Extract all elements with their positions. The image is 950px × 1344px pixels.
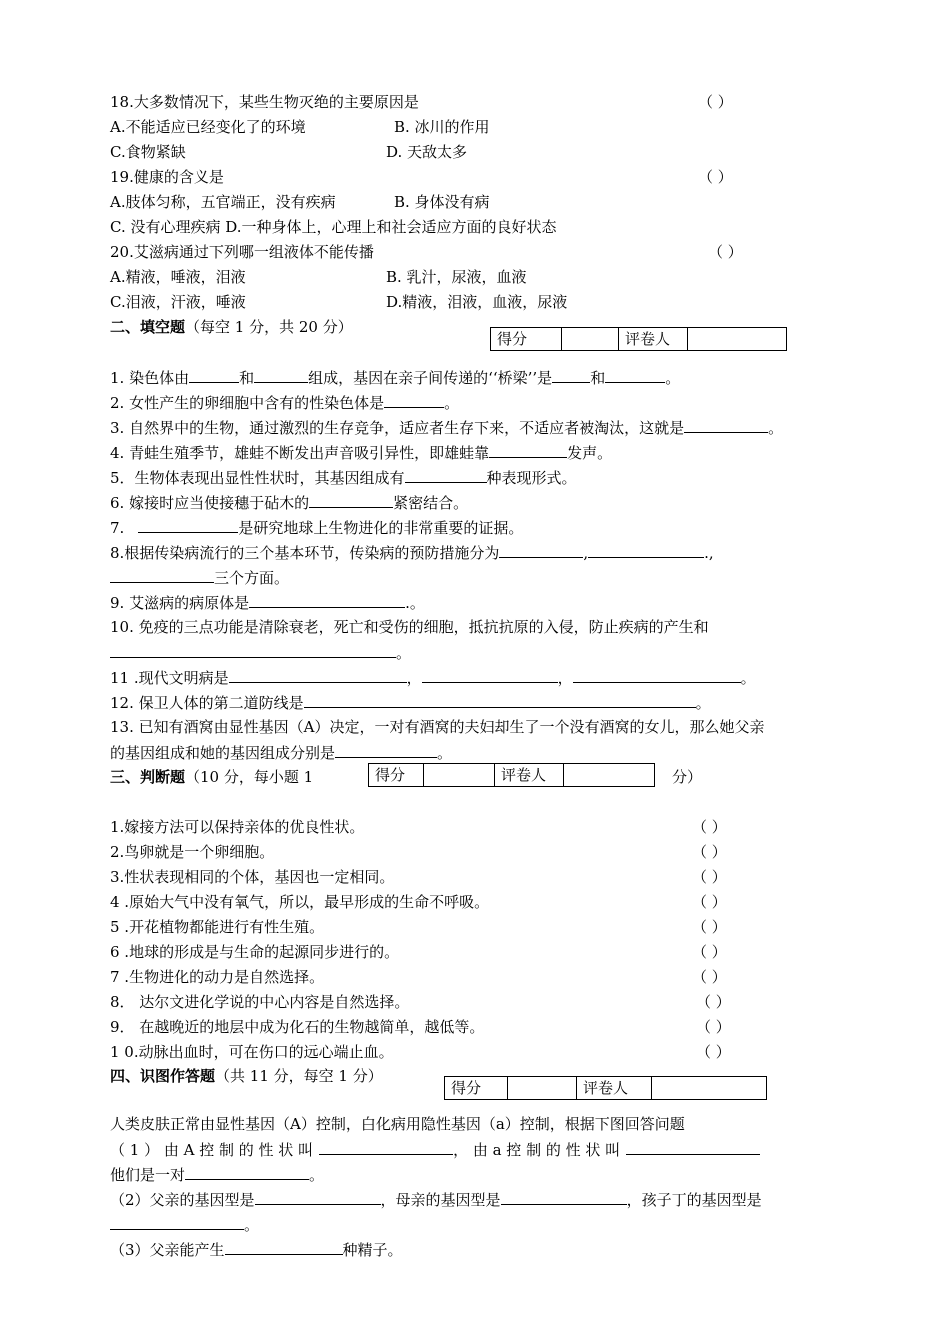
fill-section-title: 二、填空题 — [110, 318, 186, 336]
blank[interactable] — [304, 692, 696, 708]
q19-option-b: B. 身体没有病 — [394, 193, 490, 211]
question-text: ，孩子丁的基因型是 — [626, 1191, 762, 1209]
question-text: 的基因组成和她的基因组成分别是 — [110, 744, 336, 762]
fill-q7 — [110, 517, 523, 538]
fill-q6 — [110, 492, 468, 513]
draw-section-title: 四、识图作答题 — [110, 1067, 216, 1085]
fill-q3 — [110, 417, 783, 438]
blank[interactable] — [552, 367, 590, 383]
judge-section-title: 三、判断题 — [110, 768, 186, 786]
blank[interactable] — [335, 742, 437, 758]
question-text: 组成，基因在亲子间传递的‘‘桥梁’’是 — [308, 369, 553, 387]
question-text: （2）父亲的基因型是 — [110, 1191, 255, 1209]
blank[interactable] — [626, 1139, 760, 1155]
judge-item: 7 .生物进化的动力是自然选择。 — [110, 968, 325, 986]
blank[interactable] — [189, 367, 239, 383]
question-text: 12. 保卫人体的第二道防线是 — [110, 694, 304, 712]
q18-answer-paren[interactable]: （ ） — [698, 93, 733, 111]
grader-label: 评卷人 — [619, 328, 688, 351]
judge-item: 1.嫁接方法可以保持亲体的优良性状。 — [110, 818, 365, 836]
q18-option-d: D. 天敌太多 — [386, 143, 468, 161]
question-text: （3）父亲能产生 — [110, 1241, 225, 1259]
question-text: 11 .现代文明病是 — [110, 669, 229, 687]
judge-answer-paren[interactable]: （ ） — [696, 1043, 731, 1061]
fill-section-heading — [110, 317, 353, 337]
question-text: 发声。 — [567, 444, 613, 462]
question-text: 2. 女性产生的卵细胞中含有的性染色体是 — [110, 394, 385, 412]
judge-answer-paren[interactable]: （ ） — [692, 968, 727, 986]
draw-score-box — [444, 1076, 767, 1100]
question-text: 种精子。 — [342, 1241, 403, 1259]
draw-q1-line1 — [110, 1139, 760, 1160]
question-text: 和 — [590, 369, 606, 387]
blank[interactable] — [422, 667, 558, 683]
question-text: 5．生物体表现出显性性状时，其基因组成有 — [110, 469, 405, 487]
fill-q2 — [110, 392, 459, 413]
q18-stem: 18.大多数情况下，某些生物灭绝的主要原因是 — [110, 93, 419, 111]
judge-answer-paren[interactable]: （ ） — [692, 943, 727, 961]
question-text: 8.根据传染病流行的三个基本环节，传染病的预防措施分为 — [110, 544, 500, 562]
judge-section-note: （10 分，每小题 1 — [185, 768, 314, 786]
q20-option-d: D.精液，泪液，血液，尿液 — [386, 293, 568, 311]
fill-q9 — [110, 592, 425, 613]
question-text: 。 — [768, 419, 784, 437]
score-input[interactable] — [424, 764, 495, 787]
q19-answer-paren[interactable]: （ ） — [698, 168, 733, 186]
grader-input[interactable] — [564, 764, 655, 787]
question-text: （ 1 ） 由 A 控 制 的 性 状 叫 — [110, 1141, 314, 1159]
draw-q1-line2 — [110, 1164, 324, 1185]
fill-q1 — [110, 367, 680, 388]
grader-input[interactable] — [688, 328, 787, 351]
blank[interactable] — [110, 567, 214, 583]
blank[interactable] — [588, 542, 704, 558]
blank[interactable] — [605, 367, 665, 383]
blank[interactable] — [573, 667, 741, 683]
judge-item: 3.性状表现相同的个体，基因也一定相同。 — [110, 868, 395, 886]
score-label: 得分 — [491, 328, 562, 351]
judge-item: 5 .开花植物都能进行有性生殖。 — [110, 918, 325, 936]
judge-item: 4 .原始大气中没有氧气，所以，最早形成的生命不呼吸。 — [110, 893, 490, 911]
judge-score-box — [368, 763, 655, 787]
question-text: 6. 嫁接时应当使接穗于砧木的 — [110, 494, 310, 512]
question-text: ，母亲的基因型是 — [380, 1191, 501, 1209]
judge-answer-paren[interactable]: （ ） — [692, 843, 727, 861]
fill-q4 — [110, 442, 612, 463]
question-text: 。 — [396, 644, 412, 662]
question-text: 。 — [665, 369, 681, 387]
question-text: 他们是一对 — [110, 1166, 186, 1184]
question-text: 7. — [110, 519, 125, 537]
question-text: 3. 自然界中的生物，通过激烈的生存竞争，适应者生存下来，不适应者被淘汰，这就是 — [110, 419, 685, 437]
question-text: 。 — [695, 694, 711, 712]
blank[interactable] — [255, 1189, 381, 1205]
q18-option-c: C.食物紧缺 — [110, 143, 186, 161]
score-label: 得分 — [445, 1077, 508, 1100]
grader-label: 评卷人 — [495, 764, 564, 787]
fill-q13-line2 — [110, 742, 452, 763]
draw-section-heading — [110, 1066, 383, 1086]
question-text: ， — [557, 669, 573, 687]
question-text: ， 由 a 控 制 的 性 状 叫 — [453, 1141, 621, 1159]
blank[interactable] — [110, 642, 396, 658]
fill-q13-line1: 13. 已知有酒窝由显性基因（A）决定，一对有酒窝的夫妇却生了一个没有酒窝的女儿，那么她父亲 — [110, 718, 765, 736]
question-text: 4. 青蛙生殖季节，雄蛙不断发出声音吸引异性，即雄蛙靠 — [110, 444, 490, 462]
blank[interactable] — [684, 417, 768, 433]
judge-answer-paren[interactable]: （ ） — [696, 993, 731, 1011]
question-text: 。 — [309, 1166, 325, 1184]
judge-answer-paren[interactable]: （ ） — [692, 868, 727, 886]
draw-section-note: （共 11 分，每空 1 分） — [215, 1067, 383, 1085]
judge-answer-paren[interactable]: （ ） — [696, 1018, 731, 1036]
blank[interactable] — [225, 1239, 343, 1255]
fill-q5 — [110, 467, 577, 488]
question-text: 三个方面。 — [214, 569, 290, 587]
question-text: 9. 艾滋病的病原体是 — [110, 594, 250, 612]
question-text: .。 — [405, 594, 425, 612]
blank[interactable] — [309, 492, 393, 508]
draw-intro: 人类皮肤正常由显性基因（A）控制，白化病用隐性基因（a）控制，根据下图回答问题 — [110, 1115, 685, 1133]
fill-q12 — [110, 692, 711, 713]
grader-input[interactable] — [652, 1077, 767, 1100]
q19-option-a: A.肢体匀称，五官端正，没有疾病 — [110, 193, 336, 211]
question-text: 紧密结合。 — [393, 494, 469, 512]
blank[interactable] — [499, 542, 583, 558]
blank[interactable] — [185, 1164, 309, 1180]
judge-answer-paren[interactable]: （ ） — [692, 918, 727, 936]
question-text: 。 — [244, 1216, 260, 1234]
fill-q10-line1: 10. 免疫的三点功能是清除衰老，死亡和受伤的细胞，抵抗抗原的入侵，防止疾病的产生和 — [110, 618, 709, 636]
blank[interactable] — [110, 1214, 244, 1230]
fill-q8-line2 — [110, 567, 289, 588]
fill-q8-line1 — [110, 542, 714, 563]
judge-item: 9． 在越晚近的地层中成为化石的生物越简单，越低等。 — [110, 1018, 485, 1036]
fill-score-box — [490, 327, 787, 351]
draw-q2-line1 — [110, 1189, 762, 1210]
question-text: ., — [704, 544, 714, 562]
blank[interactable] — [489, 442, 567, 458]
q18-option-b: B. 冰川的作用 — [394, 118, 490, 136]
question-text: 种表现形式。 — [486, 469, 577, 487]
blank[interactable] — [384, 392, 444, 408]
blank[interactable] — [254, 367, 308, 383]
q19-options-cd: C. 没有心理疾病 D.一种身体上，心理上和社会适应方面的良好状态 — [110, 218, 557, 236]
judge-section-heading — [110, 767, 313, 787]
question-text: , — [583, 544, 589, 562]
blank[interactable] — [319, 1139, 453, 1155]
score-input[interactable] — [562, 328, 619, 351]
q20-option-c: C.泪液，汗液，唾液 — [110, 293, 246, 311]
fill-q10-line2 — [110, 642, 411, 663]
question-text: 是研究地球上生物进化的非常重要的证据。 — [238, 519, 524, 537]
judge-item: 8． 达尔文进化学说的中心内容是自然选择。 — [110, 993, 410, 1011]
judge-answer-paren[interactable]: （ ） — [692, 893, 727, 911]
fill-q11 — [110, 667, 756, 688]
question-text: ， — [406, 669, 422, 687]
judge-answer-paren[interactable]: （ ） — [692, 818, 727, 836]
question-text: 1. 染色体由 — [110, 369, 190, 387]
q20-option-b: B. 乳汁，尿液，血液 — [386, 268, 527, 286]
blank[interactable] — [249, 592, 405, 608]
grader-label: 评卷人 — [577, 1077, 652, 1100]
judge-section-note-end: 分） — [672, 768, 703, 786]
q18-option-a: A.不能适应已经变化了的环境 — [110, 118, 306, 136]
blank[interactable] — [405, 467, 487, 483]
blank[interactable] — [229, 667, 407, 683]
judge-item: 1 0.动脉出血时，可在伤口的远心端止血。 — [110, 1043, 394, 1061]
score-input[interactable] — [508, 1077, 577, 1100]
fill-section-note: （每空 1 分，共 20 分） — [185, 318, 353, 336]
q19-stem: 19.健康的含义是 — [110, 168, 224, 186]
q20-option-a: A.精液，唾液，泪液 — [110, 268, 246, 286]
question-text: 。 — [740, 669, 756, 687]
q20-stem: 20.艾滋病通过下列哪一组液体不能传播 — [110, 243, 374, 261]
question-text: 。 — [437, 744, 453, 762]
draw-q3 — [110, 1239, 403, 1260]
judge-item: 6 .地球的形成是与生命的起源同步进行的。 — [110, 943, 400, 961]
question-text: 和 — [239, 369, 255, 387]
score-label: 得分 — [369, 764, 424, 787]
judge-item: 2.鸟卵就是一个卵细胞。 — [110, 843, 275, 861]
question-text: 。 — [444, 394, 460, 412]
blank[interactable] — [138, 517, 238, 533]
blank[interactable] — [501, 1189, 627, 1205]
q20-answer-paren[interactable]: （ ） — [708, 243, 743, 261]
draw-q2-line2 — [110, 1214, 259, 1235]
